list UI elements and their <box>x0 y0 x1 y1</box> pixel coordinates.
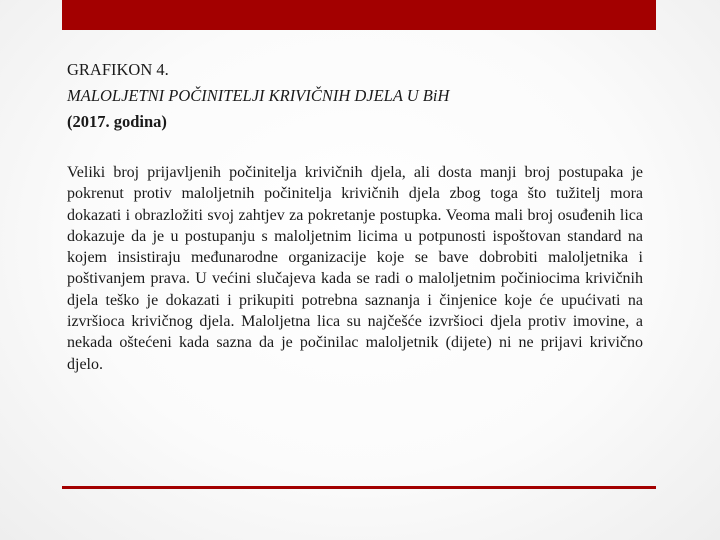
heading-year: (2017. godina) <box>67 112 167 131</box>
heading-title: MALOLJETNI POČINITELJI KRIVIČNIH DJELA U BiH <box>67 86 450 105</box>
top-accent-bar <box>62 0 656 30</box>
body-paragraph: Veliki broj prijavljenih počinitelja krivičnih djela, ali dosta manji broj postupaka je pokrenut protiv maloljetnih počinitelja krivičnih djela zbog toga što tužitelj mora dokazati i obrazložiti svoj zahtjev za pokretanje postupka. Veoma mali broj osuđenih lica dokazuje da je u postupanju s maloljetnim licima u potpunosti ispoštovan standard na kojem insistiraju međunarodne organizacije koje se bave dobrobiti maloljetnika i poštivanjem prava. U većini slučajeva kada se radi o maloljetnim počiniocima krivičnih djela teško je dokazati i prikupiti potrebna saznanja i činjenice koje će upućivati na izvršioca krivičnog djela. Maloljetna lica su najčešće izvršioci djela protiv imovine, a nekada oštećeni kada sazna da je počinilac maloljetnik (dijete) ni ne prijavi krivično djelo. <box>67 164 643 373</box>
heading-label: GRAFIKON 4. <box>67 60 169 79</box>
bottom-accent-rule <box>62 486 656 489</box>
slide-heading <box>67 57 647 135</box>
